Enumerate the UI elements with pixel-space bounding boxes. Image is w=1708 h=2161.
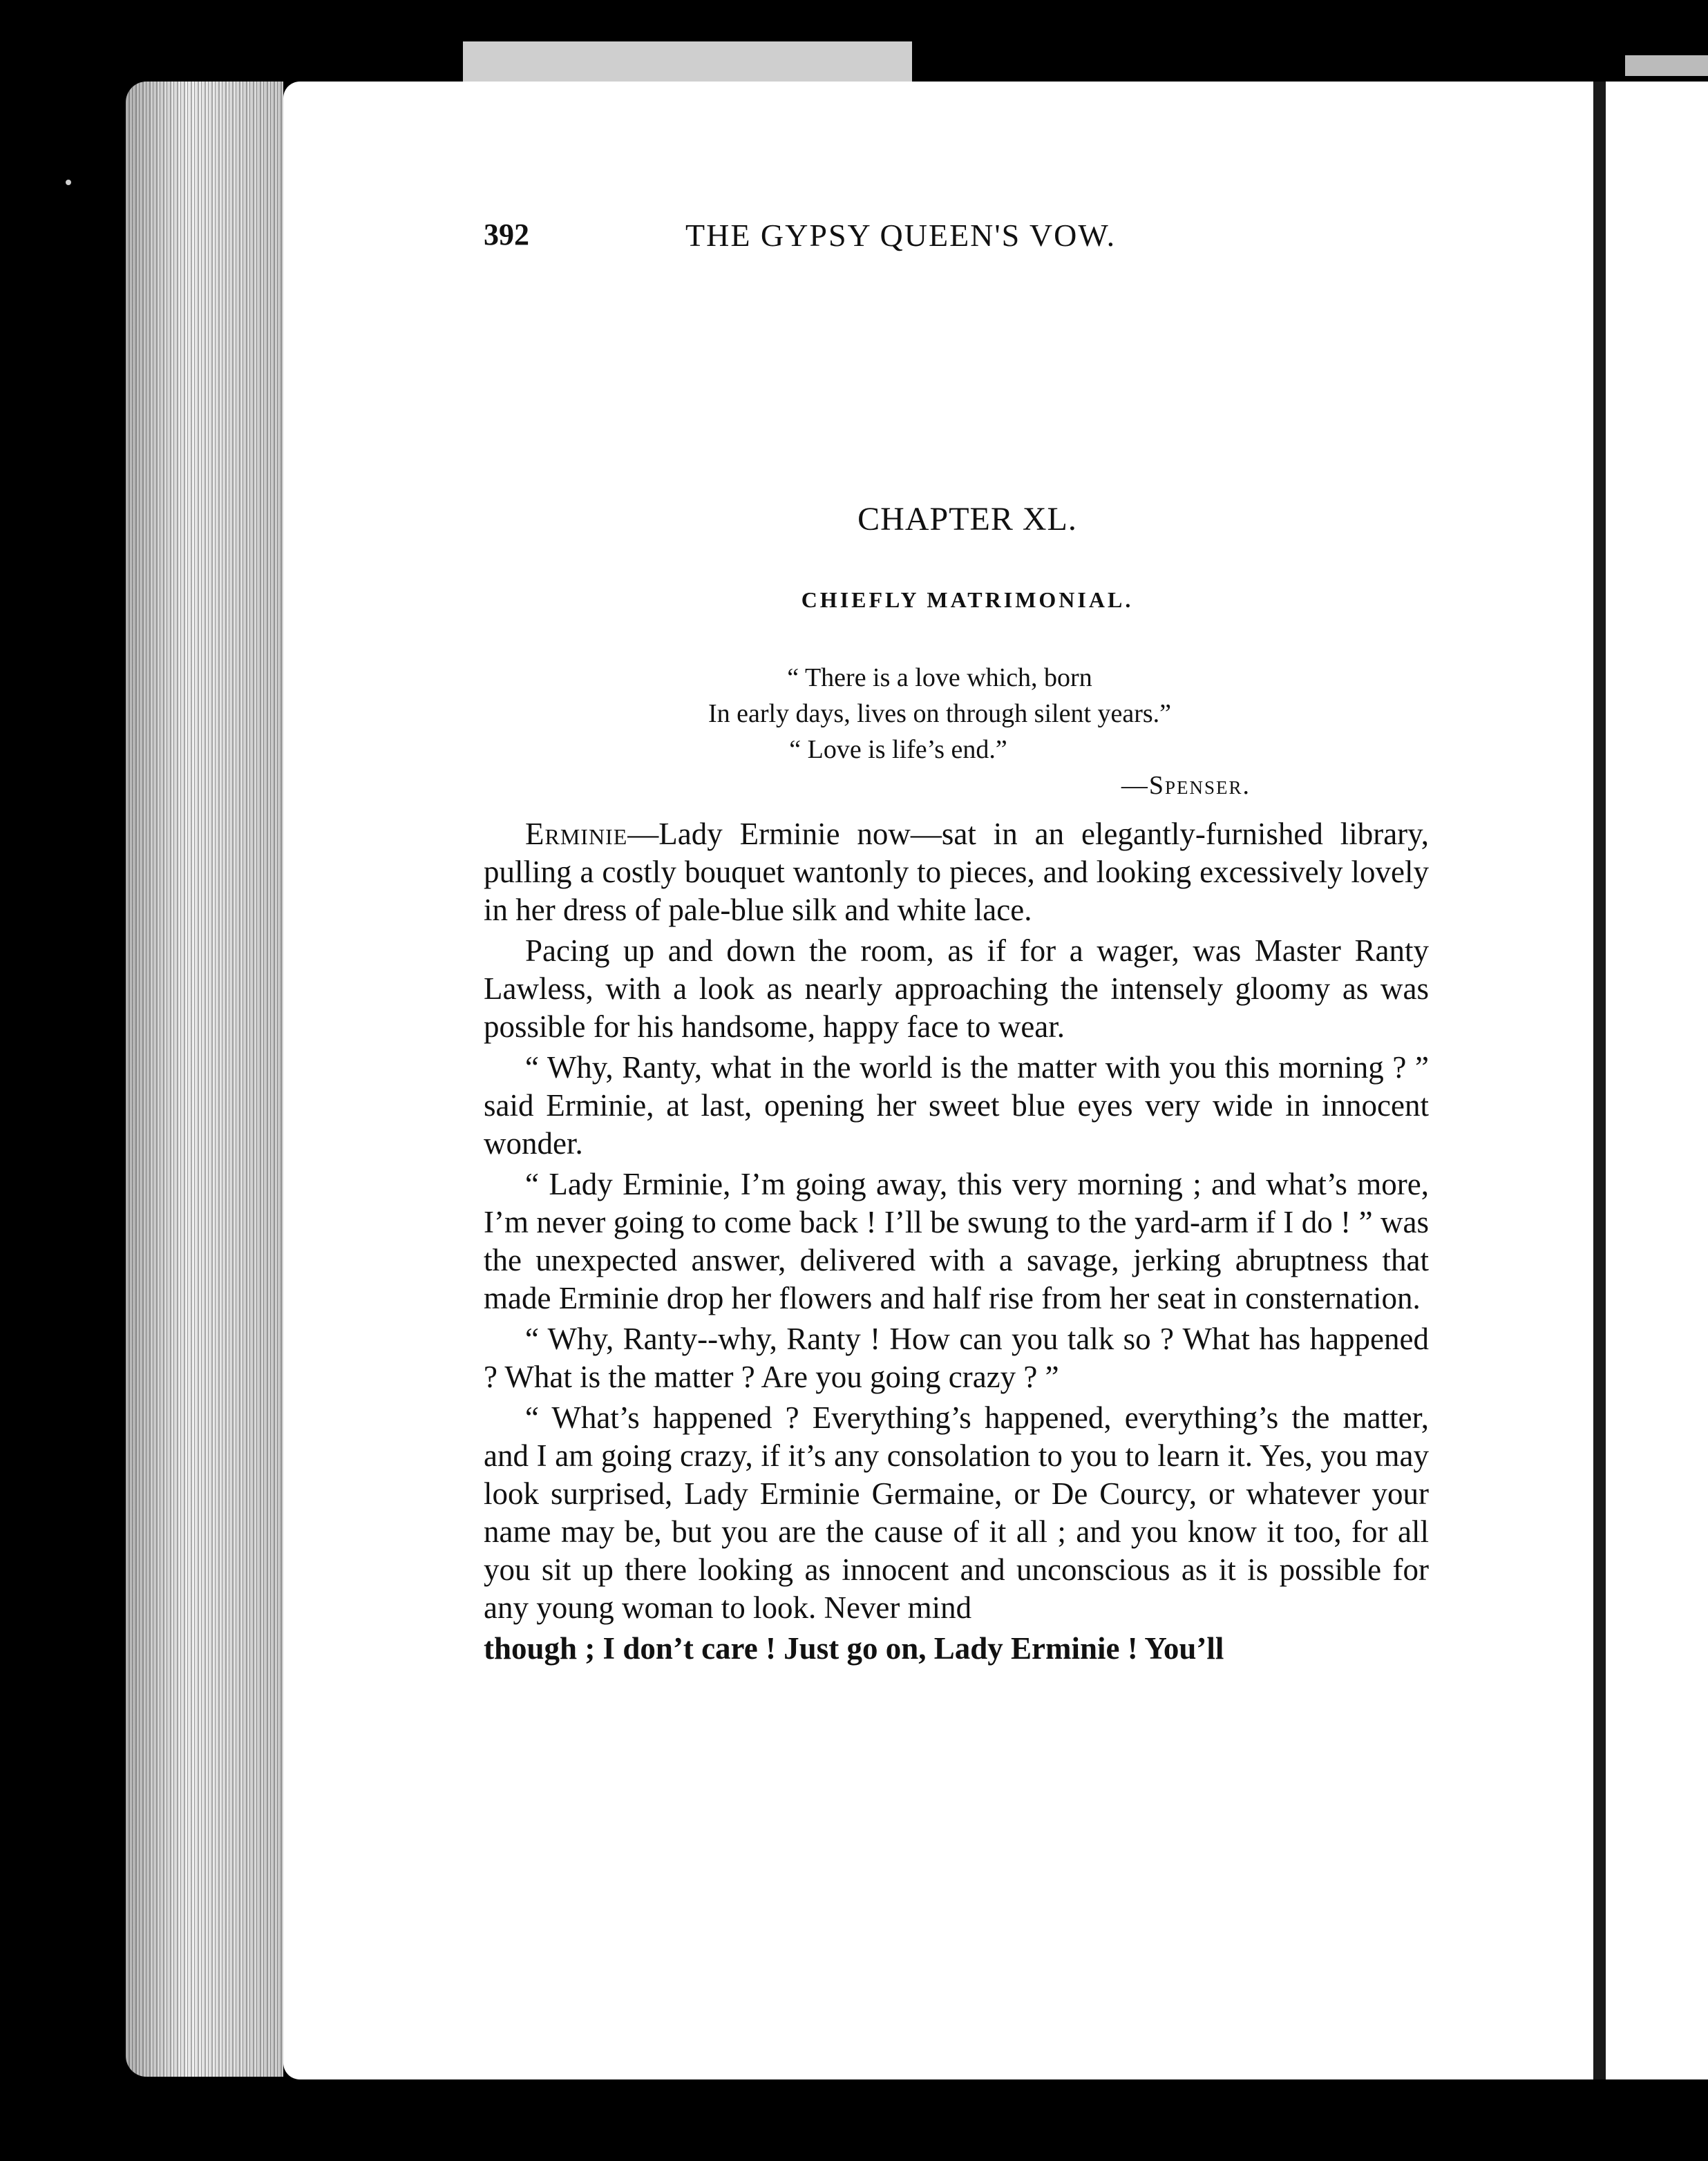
scan-edge-debris bbox=[1625, 55, 1708, 76]
epigraph-line: “ Love is life’s end.” bbox=[789, 735, 1007, 764]
lead-word: Erminie bbox=[525, 817, 628, 851]
running-head bbox=[484, 217, 1451, 258]
book-gutter bbox=[1593, 82, 1606, 2079]
paragraph: “ Lady Erminie, I’m going away, this very morning ; and what’s more, I’m never going to come back ! I’ll be swung to the yard-arm if I do ! ” was the unexpected answer, delivered with a savage, jerking abruptness that made Erminie drop her flowers and half rise from her seat in consternation. bbox=[484, 1167, 1429, 1315]
paragraph: “ What’s happened ? Everything’s happened, everything’s the matter, and I am going crazy, if it’s any consolation to you to learn it. Yes, you may look surprised, Lady Erminie Germaine, or De Courcy, or whatever your name may be, but you are the cause of it all ; and you know it too, for all you sit up there looking as innocent and unconscious as it is possible for any young woman to look. Never mind bbox=[484, 1400, 1429, 1625]
epigraph-attribution: —Spenser. bbox=[1121, 771, 1251, 800]
paragraph bbox=[484, 815, 1429, 929]
scan-speck bbox=[66, 180, 71, 185]
chapter-subtitle: CHIEFLY MATRIMONIAL. bbox=[801, 587, 1134, 612]
epigraph bbox=[587, 660, 1292, 803]
facing-page bbox=[1606, 82, 1708, 2079]
paragraph-text: —Lady Erminie now—sat in an elegantly-furnished library, pulling a costly bouquet wantonly to pieces, and looking excessively lovely in her dress of pale-blue silk and white lace. bbox=[484, 817, 1429, 927]
paragraph-last-line: though ; I don’t care ! Just go on, Lady Erminie ! You’ll bbox=[484, 1631, 1224, 1666]
paragraph: Pacing up and down the room, as if for a wager, was Master Ranty Lawless, with a look as nearly approaching the intensely gloomy as was possible for his handsome, happy face to wear. bbox=[484, 933, 1429, 1044]
book-page-edges bbox=[126, 82, 283, 2077]
page-number: 392 bbox=[484, 218, 529, 251]
epigraph-line: “ There is a love which, born bbox=[787, 663, 1092, 692]
paragraph: “ Why, Ranty, what in the world is the matter with you this morning ? ” said Erminie, at last, opening her sweet blue eyes very wide in innocent wonder. bbox=[484, 1050, 1429, 1161]
epigraph-line: In early days, lives on through silent years.” bbox=[708, 699, 1172, 728]
body-text bbox=[484, 815, 1429, 1668]
paragraph: “ Why, Ranty--why, Ranty ! How can you talk so ? What has happened ? What is the matter ? Are you going crazy ? ” bbox=[484, 1322, 1429, 1394]
running-title: THE GYPSY QUEEN'S VOW. bbox=[685, 218, 1117, 253]
chapter-title: CHAPTER XL. bbox=[857, 501, 1077, 537]
